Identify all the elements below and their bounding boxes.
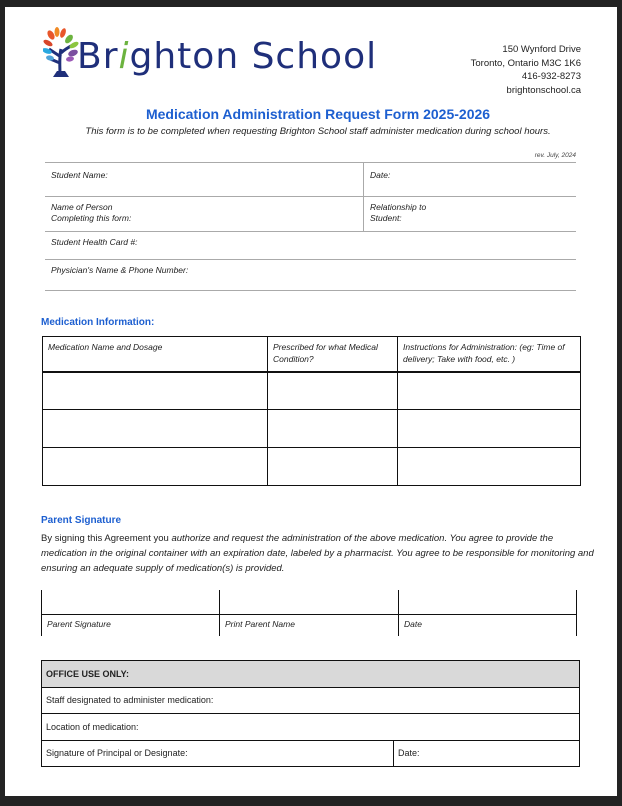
person-label-line1: Name of Person bbox=[51, 202, 113, 212]
form-title: Medication Administration Request Form 2025-2026 bbox=[145, 106, 491, 122]
relationship-field[interactable] bbox=[363, 197, 576, 231]
print-parent-name-field[interactable] bbox=[219, 590, 398, 636]
health-card-label: Student Health Card #: bbox=[51, 237, 138, 247]
school-name-part1: Br bbox=[77, 36, 119, 77]
table-row bbox=[43, 410, 581, 448]
school-logo bbox=[43, 27, 378, 83]
medication-location-field[interactable]: Location of medication: bbox=[42, 714, 580, 741]
relationship-label-line1: Relationship to bbox=[370, 202, 427, 212]
consent-text bbox=[41, 531, 601, 576]
office-header-row bbox=[42, 661, 580, 688]
consent-terms: authorize and request the administration of the above medication. You agree to provide the medication in the original container with an expiration date, labeled by a pharmacist. You agree to be responsible for monitoring and ensuring an adequate supply of medication(s) is provided. bbox=[41, 533, 594, 574]
office-use-heading: OFFICE USE ONLY: bbox=[42, 661, 580, 688]
parent-signature-label: Parent Signature bbox=[47, 619, 111, 629]
physician-field[interactable] bbox=[45, 260, 576, 290]
office-row bbox=[42, 740, 580, 767]
address-line1: 150 Wynford Drive bbox=[502, 44, 581, 55]
health-card-row bbox=[45, 231, 576, 259]
tree-icon bbox=[43, 27, 79, 79]
student-name-label: Student Name: bbox=[51, 170, 108, 180]
person-label-line2: Completing this form: bbox=[51, 213, 132, 223]
instructions-cell[interactable] bbox=[398, 448, 581, 486]
physician-row bbox=[45, 259, 576, 291]
medication-cell[interactable] bbox=[43, 372, 268, 410]
office-row bbox=[42, 687, 580, 714]
column-header-instructions: Instructions for Administration: (eg: Time of delivery; Take with food, etc. ) bbox=[398, 337, 581, 372]
table-row bbox=[43, 448, 581, 486]
revision-date: rev. July, 2024 bbox=[534, 152, 576, 159]
parent-date-field[interactable] bbox=[398, 590, 577, 636]
school-name-part2: ghton School bbox=[129, 36, 378, 77]
condition-cell[interactable] bbox=[268, 410, 398, 448]
parent-signature-heading: Parent Signature bbox=[41, 515, 122, 526]
physician-label: Physician's Name & Phone Number: bbox=[51, 265, 189, 275]
student-name-field[interactable] bbox=[45, 163, 363, 196]
relationship-label-line2: Student: bbox=[370, 213, 402, 223]
health-card-field[interactable] bbox=[45, 232, 576, 259]
parent-signature-field[interactable] bbox=[41, 590, 219, 636]
medication-table bbox=[42, 336, 581, 486]
address-line2: Toronto, Ontario M3C 1K6 bbox=[470, 57, 581, 69]
instructions-cell[interactable] bbox=[398, 372, 581, 410]
office-row bbox=[42, 714, 580, 741]
date-field[interactable] bbox=[363, 163, 576, 196]
signature-row bbox=[41, 590, 577, 636]
condition-cell[interactable] bbox=[268, 372, 398, 410]
school-name bbox=[77, 37, 377, 77]
instructions-cell[interactable] bbox=[398, 410, 581, 448]
medication-cell[interactable] bbox=[43, 448, 268, 486]
principal-signature-field[interactable]: Signature of Principal or Designate: bbox=[42, 740, 394, 767]
column-header-condition: Prescribed for what Medical Condition? bbox=[268, 337, 398, 372]
parent-date-label: Date bbox=[404, 619, 422, 629]
table-row bbox=[43, 372, 581, 410]
person-row bbox=[45, 196, 576, 231]
school-name-accent: i bbox=[118, 36, 130, 77]
column-header-medication: Medication Name and Dosage bbox=[43, 337, 268, 372]
school-website[interactable]: brightonschool.ca bbox=[506, 84, 581, 96]
medication-header-row bbox=[43, 337, 581, 372]
office-date-field[interactable]: Date: bbox=[394, 740, 580, 767]
person-completing-field[interactable] bbox=[45, 197, 363, 231]
medication-cell[interactable] bbox=[43, 410, 268, 448]
school-address bbox=[471, 43, 581, 97]
form-page bbox=[5, 7, 617, 796]
staff-designated-field[interactable]: Staff designated to administer medication: bbox=[42, 687, 580, 714]
medication-heading: Medication Information: bbox=[41, 317, 155, 328]
school-phone: 416-932-8273 bbox=[521, 71, 581, 82]
student-name-row bbox=[45, 162, 576, 196]
student-info-section bbox=[45, 162, 576, 291]
form-subtitle: This form is to be completed when requesting Brighton School staff administer medication during school hours. bbox=[85, 126, 551, 137]
consent-intro: By signing this Agreement you bbox=[41, 533, 172, 544]
office-use-table bbox=[41, 660, 580, 767]
print-parent-name-label: Print Parent Name bbox=[225, 619, 295, 629]
condition-cell[interactable] bbox=[268, 448, 398, 486]
date-label: Date: bbox=[370, 170, 391, 180]
